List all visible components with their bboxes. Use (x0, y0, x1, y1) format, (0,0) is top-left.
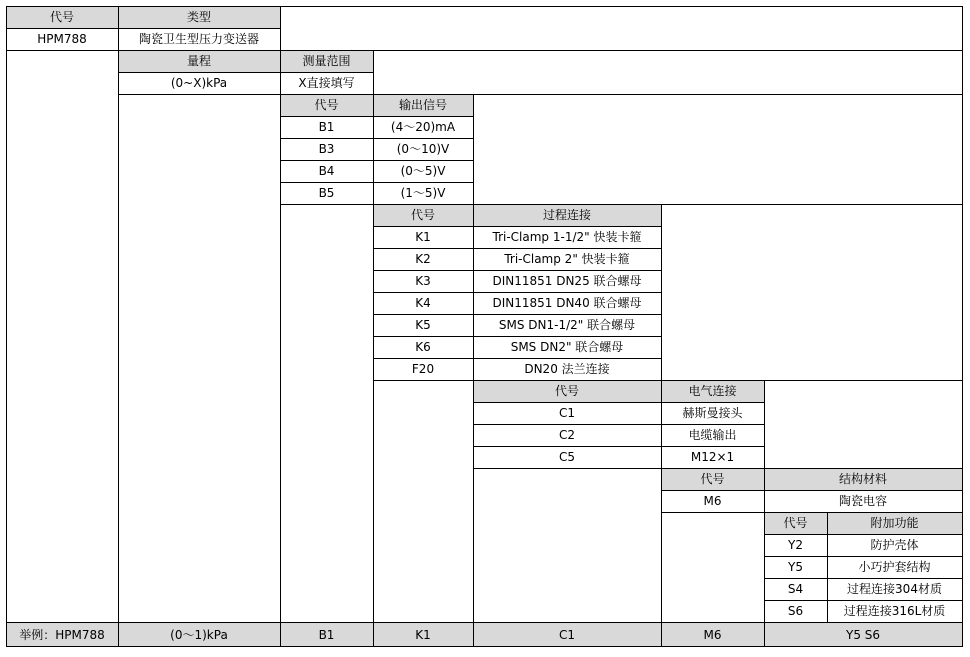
table-border-line (6, 6, 963, 7)
example-extra: Y5 S6 (764, 623, 962, 646)
material-value: 陶瓷电容 (838, 494, 887, 508)
table-grid-line (6, 50, 963, 51)
table-grid-line (280, 138, 473, 139)
table-grid-line (373, 226, 661, 227)
electrical-conn: 电缆输出 (688, 428, 737, 442)
example-label: 举例：HPM788 (6, 623, 118, 646)
extra-code: S4 (787, 582, 804, 596)
table-grid-line (473, 402, 764, 403)
table-grid-line (118, 72, 373, 73)
example-electrical: C1 (473, 623, 661, 646)
process-code: F20 (411, 362, 435, 376)
table-grid-line (373, 248, 661, 249)
table-grid-line (764, 380, 765, 647)
output-signal-header: 输出信号 (373, 94, 473, 116)
electrical-conn: M12×1 (690, 450, 735, 464)
table-grid-line (118, 6, 119, 50)
process-code: K2 (415, 252, 431, 266)
table-grid-line (280, 204, 963, 205)
extra-code: S6 (787, 604, 804, 618)
process-conn: DIN11851 DN25 联合螺母 (492, 274, 642, 288)
table-grid-line (473, 424, 764, 425)
electrical-conn-header: 电气连接 (661, 380, 764, 402)
table-grid-line (118, 94, 963, 95)
table-grid-line (764, 600, 963, 601)
table-grid-line (6, 28, 280, 29)
table-grid-line (280, 160, 473, 161)
output-signal: (4～20)mA (390, 120, 456, 134)
process-conn-header: 过程连接 (473, 204, 661, 226)
process-code-header: 代号 (373, 204, 473, 226)
extra-code: Y5 (788, 560, 803, 574)
table-grid-line (473, 446, 764, 447)
electrical-code: C5 (558, 450, 575, 464)
output-signal: (0～10)V (396, 142, 450, 156)
table-grid-line (280, 116, 473, 117)
process-code: K1 (415, 230, 431, 244)
process-code: K4 (415, 296, 431, 310)
table-grid-line (373, 314, 661, 315)
table-border-line (6, 6, 7, 647)
process-conn: Tri-Clamp 2" 快装卡箍 (504, 252, 630, 266)
extra-function: 防护壳体 (870, 538, 919, 552)
example-output: B1 (280, 623, 373, 646)
table-grid-line (661, 512, 963, 513)
extra-code-header: 代号 (764, 512, 827, 534)
table-border-line (962, 6, 963, 647)
table-grid-line (373, 292, 661, 293)
table-grid-line (661, 204, 662, 647)
type-code-value: HPM788 (37, 32, 87, 46)
extra-function: 小巧护套结构 (858, 560, 931, 574)
extra-function: 过程连接316L材质 (843, 604, 946, 618)
table-grid-line (764, 578, 963, 579)
output-signal: (1～5)V (400, 186, 446, 200)
table-grid-line (827, 512, 828, 623)
table-grid-line (373, 336, 661, 337)
output-code: B5 (318, 186, 335, 200)
table-grid-line (473, 468, 963, 469)
table-grid-line (373, 358, 661, 359)
process-conn: DN20 法兰连接 (524, 362, 610, 376)
process-conn: SMS DN2" 联合螺母 (510, 340, 624, 354)
output-signal: (0～5)V (400, 164, 446, 178)
measure-range-header: 测量范围 (280, 50, 373, 72)
measure-range-value: X直接填写 (298, 76, 355, 90)
output-code: B3 (318, 142, 335, 156)
table-grid-line (473, 94, 474, 647)
type-code-header: 代号 (6, 6, 118, 28)
table-grid-line (764, 534, 963, 535)
example-process: K1 (373, 623, 473, 646)
range-header: 量程 (118, 50, 280, 72)
output-code: B1 (318, 120, 335, 134)
extra-code: Y2 (788, 538, 803, 552)
example-range: (0～1)kPa (118, 623, 280, 646)
extra-function-header: 附加功能 (827, 512, 962, 534)
output-code: B4 (318, 164, 335, 178)
table-grid-line (280, 182, 473, 183)
electrical-code-header: 代号 (473, 380, 661, 402)
process-code: K6 (415, 340, 431, 354)
type-name-value: 陶瓷卫生型压力变送器 (138, 32, 259, 46)
table-grid-line (661, 490, 963, 491)
material-header: 结构材料 (764, 468, 962, 490)
table-grid-line (373, 50, 374, 647)
process-code: K5 (415, 318, 431, 332)
table-grid-line (118, 50, 119, 647)
table-grid-line (373, 270, 661, 271)
process-conn: Tri-Clamp 1-1/2" 快装卡箍 (492, 230, 642, 244)
material-code: M6 (703, 494, 722, 508)
table-grid-line (6, 622, 963, 623)
table-grid-line (280, 6, 281, 50)
range-value: (0~X)kPa (170, 76, 228, 90)
table-border-line (6, 646, 963, 647)
electrical-code: C2 (558, 428, 575, 442)
material-code-header: 代号 (661, 468, 764, 490)
electrical-code: C1 (558, 406, 575, 420)
electrical-conn: 赫斯曼接头 (682, 406, 743, 420)
type-name-header: 类型 (118, 6, 280, 28)
table-grid-line (280, 50, 281, 647)
extra-function: 过程连接304材质 (847, 582, 942, 596)
example-material: M6 (661, 623, 764, 646)
process-conn: SMS DN1-1/2" 联合螺母 (498, 318, 636, 332)
output-code-header: 代号 (280, 94, 373, 116)
process-conn: DIN11851 DN40 联合螺母 (492, 296, 642, 310)
table-grid-line (373, 380, 963, 381)
table-grid-line (764, 556, 963, 557)
process-code: K3 (415, 274, 431, 288)
